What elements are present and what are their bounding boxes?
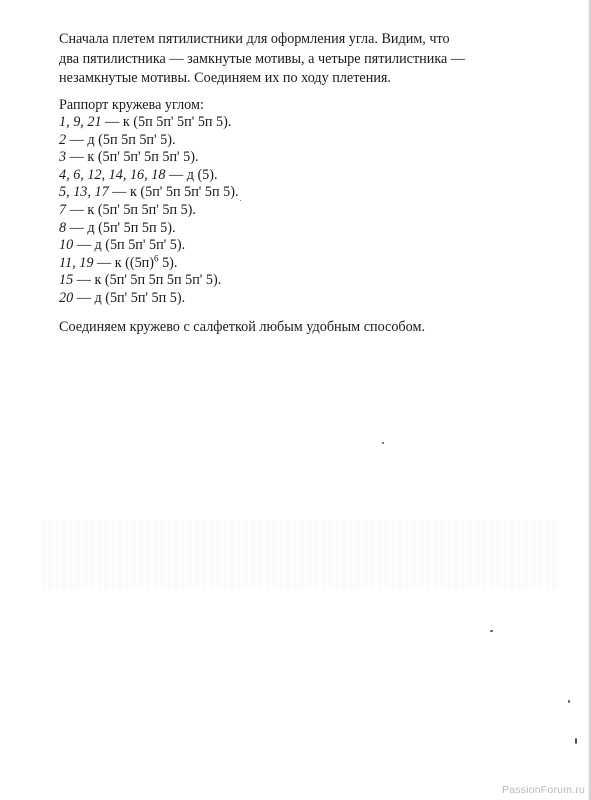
- intro-line-1: Сначала плетем пятилистники для оформления угла. Видим, что: [59, 31, 450, 47]
- row-text: — к ((5п): [93, 254, 155, 271]
- rapport-row: [59, 132, 559, 150]
- row-text: — к (5п 5п' 5п' 5п 5).: [101, 114, 232, 131]
- row-text: — к (5п' 5п 5п' 5п 5).: [108, 184, 239, 201]
- closing-paragraph: Соединяем кружево с салфеткой любым удобным способом.: [59, 318, 425, 335]
- row-numbers: 11, 19: [59, 254, 94, 271]
- row-numbers: 2: [59, 131, 67, 148]
- row-numbers: 1, 9, 21: [59, 114, 102, 131]
- rapport-row: [59, 184, 559, 202]
- rapport-row: [59, 149, 559, 167]
- scan-noise: [40, 520, 560, 590]
- row-numbers: 4, 6, 12, 14, 16, 18: [59, 166, 166, 183]
- row-text: — д (5п' 5п 5п 5).: [66, 219, 176, 236]
- rapport-row: [59, 167, 559, 185]
- rapport-row: [59, 255, 559, 273]
- row-numbers: 3: [59, 149, 67, 166]
- rapport-row: [59, 114, 559, 132]
- row-text: — д (5п 5п' 5п' 5).: [73, 237, 186, 254]
- scan-speck: [240, 200, 241, 201]
- row-text: — д (5п' 5п' 5п 5).: [73, 290, 186, 307]
- rapport-list: [59, 114, 559, 308]
- row-numbers: 8: [59, 219, 67, 236]
- rapport-row: [59, 290, 559, 308]
- row-text: — д (5).: [165, 166, 218, 183]
- watermark-text: PassionForum.ru: [502, 784, 585, 796]
- row-text-tail: 5).: [158, 254, 178, 271]
- row-numbers: 5, 13, 17: [59, 184, 109, 201]
- row-text: — д (5п 5п 5п' 5).: [66, 131, 176, 148]
- scan-speck: [490, 630, 493, 632]
- document-body: [59, 30, 559, 337]
- row-numbers: 20: [59, 290, 74, 307]
- rapport-row: [59, 202, 559, 220]
- scan-speck: [568, 700, 570, 703]
- scan-speck: [575, 738, 577, 744]
- rapport-title: Раппорт кружева углом:: [59, 96, 204, 113]
- rapport-row: [59, 237, 559, 255]
- intro-line-2: два пятилистника — замкнутые мотивы, а четыре пятилистника —: [59, 50, 466, 67]
- row-text: — к (5п' 5п 5п' 5п 5).: [66, 202, 196, 219]
- rapport-row: [59, 272, 559, 290]
- rapport-row: [59, 220, 559, 238]
- row-superscript: 6: [154, 253, 159, 264]
- scan-speck: [382, 442, 384, 444]
- intro-line-3: незамкнутые мотивы. Соединяем их по ходу плетения.: [59, 70, 391, 86]
- row-numbers: 7: [59, 202, 67, 219]
- row-numbers: 15: [59, 272, 74, 289]
- row-numbers: 10: [59, 237, 74, 254]
- row-text: — к (5п' 5п 5п 5п 5п' 5).: [73, 272, 222, 289]
- row-text: — к (5п' 5п' 5п 5п' 5).: [66, 149, 199, 166]
